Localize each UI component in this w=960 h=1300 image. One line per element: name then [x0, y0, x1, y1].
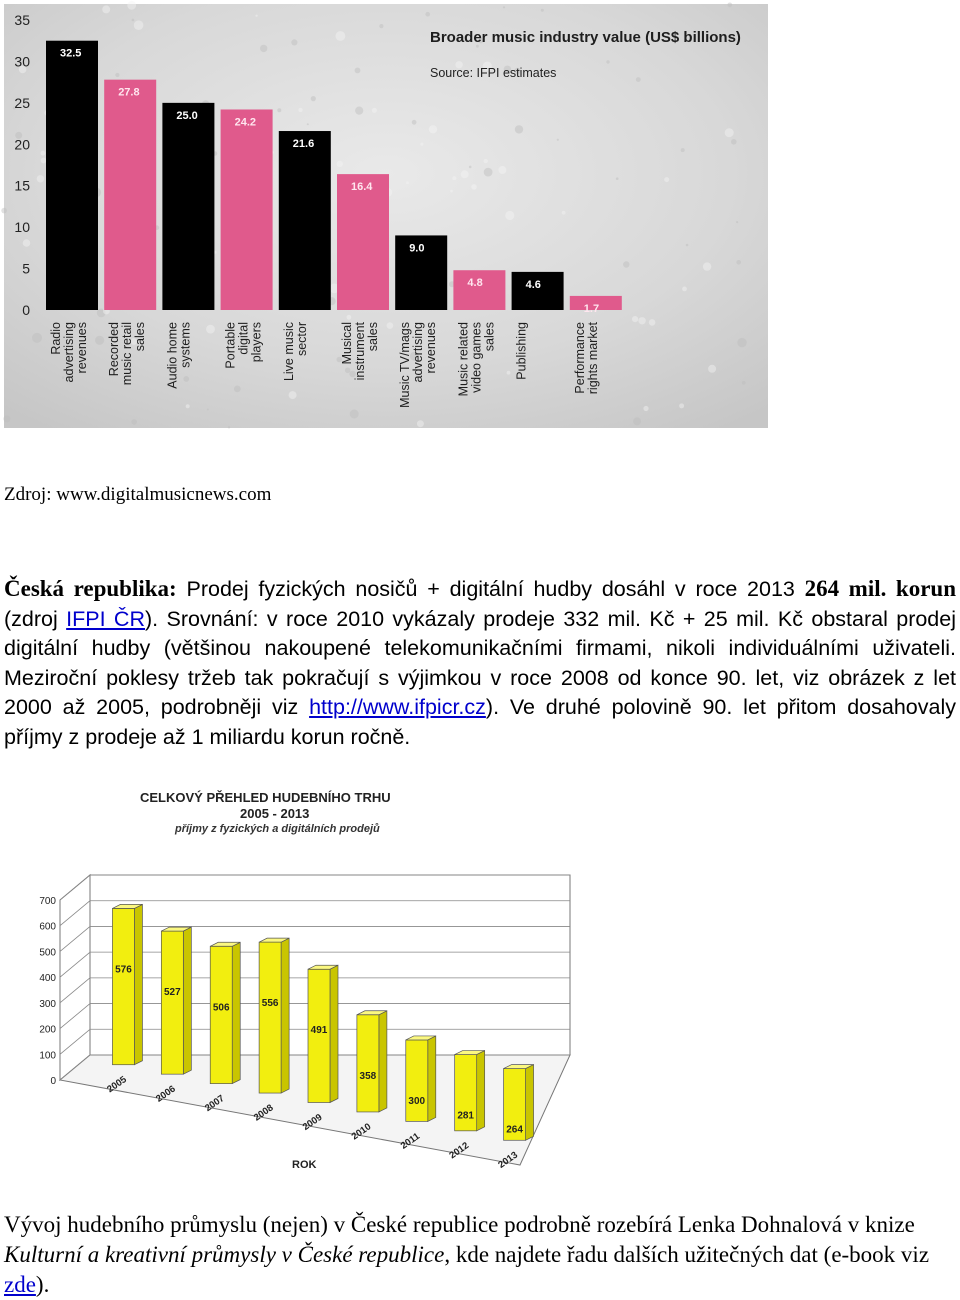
texture-speck	[649, 319, 656, 326]
bar	[279, 131, 331, 310]
bar-value-label: 556	[261, 998, 279, 1010]
paragraph-book	[4, 1210, 956, 1300]
y-tick-label: 400	[39, 973, 56, 985]
y-tick-label: 15	[14, 177, 30, 194]
texture-speck	[505, 211, 514, 220]
x-tick-label-line: Audio home	[165, 322, 180, 389]
texture-speck	[3, 415, 10, 422]
texture-speck	[102, 5, 110, 13]
x-tick-label: 2006	[154, 1083, 178, 1105]
bar	[406, 1040, 428, 1121]
texture-speck	[703, 262, 711, 270]
bar	[512, 272, 564, 310]
texture-speck	[498, 166, 506, 174]
bar	[162, 103, 214, 310]
texture-speck	[450, 190, 453, 193]
texture-speck	[277, 108, 281, 112]
bar-value-label: 300	[408, 1095, 426, 1107]
bar	[112, 908, 134, 1064]
czech-music-market-chart	[39, 780, 590, 1180]
bar	[221, 109, 273, 310]
texture-speck	[291, 39, 297, 45]
bar-value-label: 358	[359, 1070, 377, 1082]
bar	[453, 270, 505, 310]
texture-speck	[429, 125, 437, 133]
texture-speck	[387, 322, 394, 329]
x-tick-label-line: sales	[482, 322, 497, 352]
texture-speck	[132, 19, 135, 22]
texture-speck	[127, 1, 136, 10]
texture-speck	[207, 409, 209, 411]
texture-speck	[183, 376, 189, 382]
x-tick-label-line: digital	[236, 322, 251, 355]
texture-speck	[417, 420, 424, 427]
bar-side	[232, 942, 240, 1083]
texture-speck	[461, 170, 469, 178]
bar-value-label: 527	[163, 987, 181, 999]
texture-speck	[638, 317, 645, 324]
texture-speck	[725, 128, 734, 137]
texture-speck	[557, 139, 559, 141]
texture-speck	[350, 410, 359, 419]
texture-speck	[742, 381, 746, 385]
bar-value-label: 4.6	[525, 278, 541, 291]
bar	[104, 80, 156, 310]
texture-speck	[736, 260, 741, 265]
bar	[337, 174, 389, 310]
x-tick-label	[515, 322, 529, 380]
texture-speck	[420, 143, 423, 146]
x-tick-label-line: Performance	[572, 322, 587, 394]
x-tick-label-line: Recorded	[107, 322, 122, 377]
texture-speck	[95, 336, 104, 345]
texture-speck	[679, 403, 684, 408]
y-tick-label: 600	[39, 921, 56, 933]
texture-speck	[186, 404, 190, 408]
ifpicr-link[interactable]: http://www.ifpicr.cz	[309, 695, 486, 719]
texture-speck	[406, 181, 409, 184]
texture-speck	[681, 148, 685, 152]
texture-speck	[1, 208, 7, 214]
x-tick-label-line: video games	[469, 322, 484, 393]
texture-speck	[643, 406, 648, 411]
x-tick-label-line: rights market	[585, 322, 600, 395]
x-tick-label-line: sector	[294, 322, 309, 357]
bar-value-label: 506	[212, 1002, 230, 1014]
bar-value-label: 491	[310, 1025, 328, 1037]
texture-speck	[562, 211, 566, 215]
bar	[210, 946, 232, 1083]
texture-speck	[379, 24, 383, 28]
texture-speck	[347, 315, 352, 320]
x-tick-label-line: advertising	[411, 322, 426, 383]
texture-speck	[736, 221, 738, 223]
paragraph-text-2: (zdroj	[4, 606, 67, 631]
y-tick-label: 5	[22, 260, 30, 277]
bar	[161, 931, 183, 1074]
texture-speck	[131, 419, 137, 425]
book-title: Kulturní a kreativní průmysly v České republice	[4, 1242, 445, 1267]
texture-speck	[708, 365, 716, 373]
bar-side	[134, 904, 142, 1064]
texture-speck	[632, 316, 638, 322]
texture-speck	[115, 73, 119, 77]
texture-speck	[425, 12, 430, 17]
x-tick-label-line: music retail	[120, 322, 135, 386]
paragraph-czech-republic	[4, 574, 956, 752]
y-tick-label: 0	[22, 302, 30, 318]
bar-side	[183, 927, 191, 1074]
bar-value-label: 27.8	[118, 86, 140, 99]
texture-speck	[336, 31, 346, 41]
texture-speck	[484, 168, 493, 177]
texture-speck	[32, 333, 42, 343]
bar-value-label: 16.4	[351, 181, 373, 194]
x-tick-label-line: sales	[366, 322, 380, 352]
ifpi-link[interactable]: IFPI ČR	[66, 606, 145, 631]
bar-side	[477, 1051, 485, 1131]
x-tick-label-line: instrument	[353, 322, 367, 381]
y-tick-label: 300	[39, 998, 56, 1010]
y-tick-label: 35	[14, 12, 30, 28]
paragraph-bold-value: 264 mil. korun	[804, 576, 956, 601]
bar	[259, 942, 281, 1093]
x-tick-label-line: sales	[133, 322, 148, 352]
chart2-title: CELKOVÝ PŘEHLED HUDEBNÍHO TRHU	[140, 790, 391, 805]
texture-speck	[686, 244, 689, 247]
bar-side	[330, 965, 338, 1102]
y-tick-label: 20	[14, 136, 30, 153]
bar-value-label: 25.0	[176, 109, 198, 122]
texture-speck	[484, 159, 488, 163]
x-tick-label-line: systems	[178, 322, 193, 368]
bar-side	[526, 1065, 534, 1141]
music-industry-bar-chart	[4, 4, 768, 428]
x-tick-label-line: advertising	[62, 322, 76, 383]
texture-speck	[41, 158, 47, 164]
texture-speck	[731, 139, 737, 145]
texture-speck	[515, 125, 523, 133]
y-tick-label: 0	[50, 1076, 56, 1087]
texture-speck	[255, 15, 257, 17]
bar-value-label: 4.8	[467, 277, 483, 290]
x-tick-label-line: Music related	[456, 322, 471, 397]
texture-speck	[623, 261, 629, 267]
texture-speck	[41, 151, 46, 156]
bar-value-label: 9.0	[409, 242, 425, 255]
texture-speck	[260, 45, 267, 52]
y-tick-label: 10	[14, 219, 30, 236]
texture-speck	[37, 175, 44, 182]
paragraph-text-3: ). Srovnání: v roce 2010 vykázaly prodeje 332 mil. Kč + 25 mil. Kč obstaral prodej digitální hudby (většinou nakoupené telekomunikačními firmami, nikoli individuálními uživateli. Meziroční poklesy tržeb tak pokračují s výjimkou v roce 2008 od konce 90. let, viz obrázek z let 2000 až 2005, podrobněji viz	[4, 606, 957, 719]
bar-value-label: 21.6	[292, 138, 315, 151]
x-tick-label: 2007	[202, 1092, 227, 1115]
texture-speck	[307, 123, 309, 125]
texture-speck	[682, 287, 687, 292]
chart-title: Broader music industry value (US$ billions)	[430, 29, 741, 46]
texture-speck	[452, 176, 456, 180]
bar-value-label: 24.2	[234, 116, 257, 129]
bar-value-label: 32.5	[60, 47, 82, 60]
texture-speck	[616, 177, 619, 180]
texture-speck	[355, 68, 361, 74]
x-tick-label-line: Live music	[281, 322, 296, 382]
bar-value-label: 576	[115, 964, 132, 976]
texture-speck	[664, 177, 669, 182]
texture-speck	[633, 417, 641, 425]
texture-speck	[134, 20, 144, 30]
x-tick-label: 2013	[496, 1149, 520, 1171]
texture-speck	[311, 96, 316, 101]
paragraph-text-1: Prodej fyzických nosičů + digitální hudby dosáhl v roce 2013	[176, 577, 805, 601]
x-tick-label: 2011	[398, 1130, 422, 1152]
bar-value-label: 1.7	[583, 302, 600, 315]
texture-speck	[606, 60, 609, 63]
texture-speck	[507, 371, 511, 375]
bar-value-label: 281	[457, 1110, 475, 1122]
texture-speck	[412, 120, 417, 125]
texture-speck	[234, 386, 241, 393]
texture-speck	[298, 108, 302, 112]
texture-speck	[345, 368, 351, 374]
y-tick-label: 30	[14, 53, 30, 70]
x-tick-label-line: Portable	[223, 322, 238, 369]
texture-speck	[503, 6, 505, 8]
paragraph-lead: Česká republika:	[4, 576, 177, 601]
chart-subtitle: Source: IFPI estimates	[430, 66, 557, 80]
y-tick-label: 200	[39, 1024, 56, 1036]
chart2-subtitle2: příjmy z fyzických a digitálních prodejů	[175, 823, 380, 835]
y-tick-label: 100	[39, 1050, 56, 1062]
texture-speck	[737, 338, 746, 347]
x-tick-label: 2012	[447, 1140, 472, 1162]
x-tick-label-line: revenues	[424, 322, 439, 374]
ebook-link[interactable]: zde	[4, 1272, 36, 1297]
bar	[357, 1015, 379, 1112]
y-tick-label: 700	[39, 896, 56, 907]
paragraph2-text-1: Vývoj hudebního průmyslu (nejen) v České republice podrobně rozebírá Lenka Dohnalová v knize	[4, 1212, 915, 1237]
x-tick-label-line: Radio	[49, 322, 63, 355]
bar	[46, 41, 98, 310]
bar-side	[281, 938, 289, 1093]
side-wall	[60, 875, 90, 1080]
x-tick-label-line: Publishing	[514, 322, 529, 380]
y-tick-label: 500	[39, 947, 56, 959]
texture-speck	[471, 184, 477, 190]
texture-speck	[541, 9, 544, 12]
x-tick-label: 2009	[300, 1111, 325, 1134]
chart2-subtitle: 2005 - 2013	[240, 806, 310, 821]
bar-side	[428, 1036, 436, 1121]
x-tick-label: 2008	[251, 1102, 276, 1124]
texture-speck	[206, 325, 215, 334]
x-tick-label	[573, 321, 600, 394]
bar-value-label: 264	[506, 1124, 523, 1136]
y-tick-label: 25	[14, 94, 30, 111]
texture-speck	[289, 391, 297, 399]
texture-speck	[636, 77, 641, 82]
x-tick-label: 2010	[349, 1121, 374, 1143]
paragraph-text-4: ). Ve druhé polovině 90. let přitom dosahovaly příjmy z prodeje až 1 miliardu korun ročně.	[4, 695, 956, 749]
paragraph2-text-3: ).	[35, 1272, 50, 1297]
x-tick-label-line: revenues	[75, 322, 89, 374]
x-tick-label-line: Musical	[340, 322, 354, 365]
texture-speck	[228, 426, 230, 428]
texture-speck	[337, 161, 343, 167]
x-tick-label-line: Music TV/mags	[398, 322, 413, 408]
texture-speck	[23, 239, 31, 247]
bar-side	[379, 1011, 387, 1112]
texture-speck	[355, 107, 363, 115]
texture-speck	[469, 166, 472, 169]
texture-speck	[372, 108, 377, 113]
source-line: Zdroj: www.digitalmusicnews.com	[4, 484, 272, 505]
texture-speck	[728, 3, 733, 8]
x-tick-label: 2005	[105, 1074, 129, 1096]
paragraph2-text-2: , kde najdete řadu dalších užitečných dat (e-book viz	[444, 1242, 930, 1267]
x-axis-title: ROK	[292, 1159, 317, 1171]
x-tick-label-line: players	[249, 322, 264, 363]
